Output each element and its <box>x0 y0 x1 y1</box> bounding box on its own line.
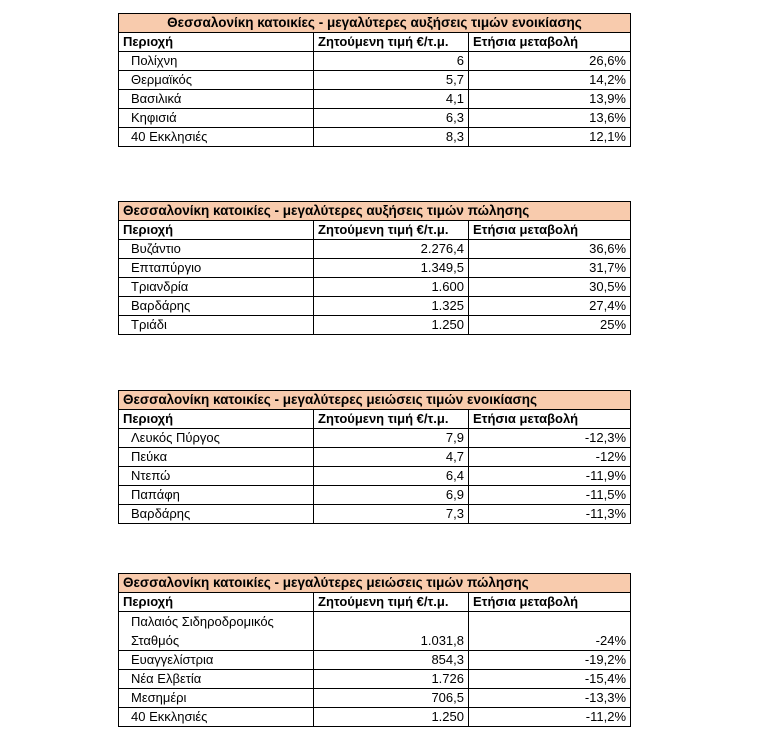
cell-price: 1.250 <box>314 316 469 335</box>
cell-area: Ευαγγελίστρια <box>119 651 314 670</box>
cell-change: 13,6% <box>469 109 631 128</box>
cell-price: 1.600 <box>314 278 469 297</box>
table-title-row <box>119 202 631 221</box>
table-row <box>119 71 631 90</box>
cell-price: 8,3 <box>314 128 469 147</box>
cell-area: Παλαιός Σιδηροδρομικός Σταθμός <box>119 612 314 651</box>
table-rent-increases <box>118 13 631 147</box>
cell-change: -11,9% <box>469 467 631 486</box>
header-area: Περιοχή <box>119 221 314 240</box>
cell-area: Τριανδρία <box>119 278 314 297</box>
cell-change: -13,3% <box>469 689 631 708</box>
table-row <box>119 689 631 708</box>
cell-price: 1.349,5 <box>314 259 469 278</box>
cell-area: Βαρδάρης <box>119 505 314 524</box>
table-row <box>119 259 631 278</box>
cell-area: Πεύκα <box>119 448 314 467</box>
cell-change: 30,5% <box>469 278 631 297</box>
header-row <box>119 221 631 240</box>
table-title-row <box>119 14 631 33</box>
cell-area: Νέα Ελβετία <box>119 670 314 689</box>
header-row <box>119 33 631 52</box>
cell-change: -24% <box>469 612 631 651</box>
cell-area: Ντεπώ <box>119 467 314 486</box>
table-row <box>119 612 631 651</box>
cell-change: 25% <box>469 316 631 335</box>
cell-area: Βασιλικά <box>119 90 314 109</box>
header-price: Ζητούμενη τιμή €/τ.μ. <box>314 410 469 429</box>
header-price: Ζητούμενη τιμή €/τ.μ. <box>314 593 469 612</box>
cell-price: 6,3 <box>314 109 469 128</box>
cell-area: Μεσημέρι <box>119 689 314 708</box>
cell-area: Πολίχνη <box>119 52 314 71</box>
table-row <box>119 670 631 689</box>
table-title: Θεσσαλονίκη κατοικίες - μεγαλύτερες αυξήσεις τιμών ενοικίασης <box>119 14 631 33</box>
cell-change: 14,2% <box>469 71 631 90</box>
table-row <box>119 128 631 147</box>
header-change: Ετήσια μεταβολή <box>469 410 631 429</box>
cell-price: 6,9 <box>314 486 469 505</box>
table-title: Θεσσαλονίκη κατοικίες - μεγαλύτερες μειώσεις τιμών πώλησης <box>119 574 631 593</box>
cell-price: 6 <box>314 52 469 71</box>
cell-area: Θερμαϊκός <box>119 71 314 90</box>
cell-change: -11,3% <box>469 505 631 524</box>
table-sale-increases <box>118 201 631 335</box>
cell-price: 2.276,4 <box>314 240 469 259</box>
cell-price: 7,3 <box>314 505 469 524</box>
table-row <box>119 240 631 259</box>
cell-change: -12% <box>469 448 631 467</box>
cell-area: Βυζάντιο <box>119 240 314 259</box>
table-title: Θεσσαλονίκη κατοικίες - μεγαλύτερες μειώσεις τιμών ενοικίασης <box>119 391 631 410</box>
cell-change: 36,6% <box>469 240 631 259</box>
cell-change: -11,5% <box>469 486 631 505</box>
cell-price: 6,4 <box>314 467 469 486</box>
table-row <box>119 52 631 71</box>
cell-price: 1.031,8 <box>314 612 469 651</box>
table-row <box>119 651 631 670</box>
table-row <box>119 448 631 467</box>
cell-change: 31,7% <box>469 259 631 278</box>
table-rent-decreases <box>118 390 631 524</box>
cell-change: -19,2% <box>469 651 631 670</box>
cell-area: 40 Εκκλησιές <box>119 708 314 727</box>
cell-change: 27,4% <box>469 297 631 316</box>
cell-price: 4,7 <box>314 448 469 467</box>
table-row <box>119 429 631 448</box>
cell-area: Βαρδάρης <box>119 297 314 316</box>
header-row <box>119 593 631 612</box>
header-change: Ετήσια μεταβολή <box>469 221 631 240</box>
table-row <box>119 316 631 335</box>
table-row <box>119 708 631 727</box>
table-title-row <box>119 574 631 593</box>
cell-change: -15,4% <box>469 670 631 689</box>
cell-price: 7,9 <box>314 429 469 448</box>
cell-area: Επταπύργιο <box>119 259 314 278</box>
cell-area: Τριάδι <box>119 316 314 335</box>
table-row <box>119 109 631 128</box>
table-row <box>119 505 631 524</box>
cell-change: 26,6% <box>469 52 631 71</box>
cell-change: -12,3% <box>469 429 631 448</box>
header-row <box>119 410 631 429</box>
header-area: Περιοχή <box>119 33 314 52</box>
header-change: Ετήσια μεταβολή <box>469 593 631 612</box>
cell-area: Λευκός Πύργος <box>119 429 314 448</box>
table-row <box>119 467 631 486</box>
header-area: Περιοχή <box>119 593 314 612</box>
header-price: Ζητούμενη τιμή €/τ.μ. <box>314 221 469 240</box>
table-row <box>119 486 631 505</box>
cell-area: Παπάφη <box>119 486 314 505</box>
cell-price: 1.250 <box>314 708 469 727</box>
cell-price: 706,5 <box>314 689 469 708</box>
table-title-row <box>119 391 631 410</box>
cell-change: 13,9% <box>469 90 631 109</box>
header-change: Ετήσια μεταβολή <box>469 33 631 52</box>
table-sale-decreases <box>118 573 631 727</box>
header-area: Περιοχή <box>119 410 314 429</box>
cell-price: 1.325 <box>314 297 469 316</box>
cell-change: -11,2% <box>469 708 631 727</box>
cell-price: 854,3 <box>314 651 469 670</box>
table-row <box>119 90 631 109</box>
table-row <box>119 297 631 316</box>
cell-change: 12,1% <box>469 128 631 147</box>
cell-price: 1.726 <box>314 670 469 689</box>
cell-price: 5,7 <box>314 71 469 90</box>
header-price: Ζητούμενη τιμή €/τ.μ. <box>314 33 469 52</box>
cell-area: Κηφισιά <box>119 109 314 128</box>
table-title: Θεσσαλονίκη κατοικίες - μεγαλύτερες αυξήσεις τιμών πώλησης <box>119 202 631 221</box>
cell-price: 4,1 <box>314 90 469 109</box>
table-row <box>119 278 631 297</box>
cell-area: 40 Εκκλησιές <box>119 128 314 147</box>
